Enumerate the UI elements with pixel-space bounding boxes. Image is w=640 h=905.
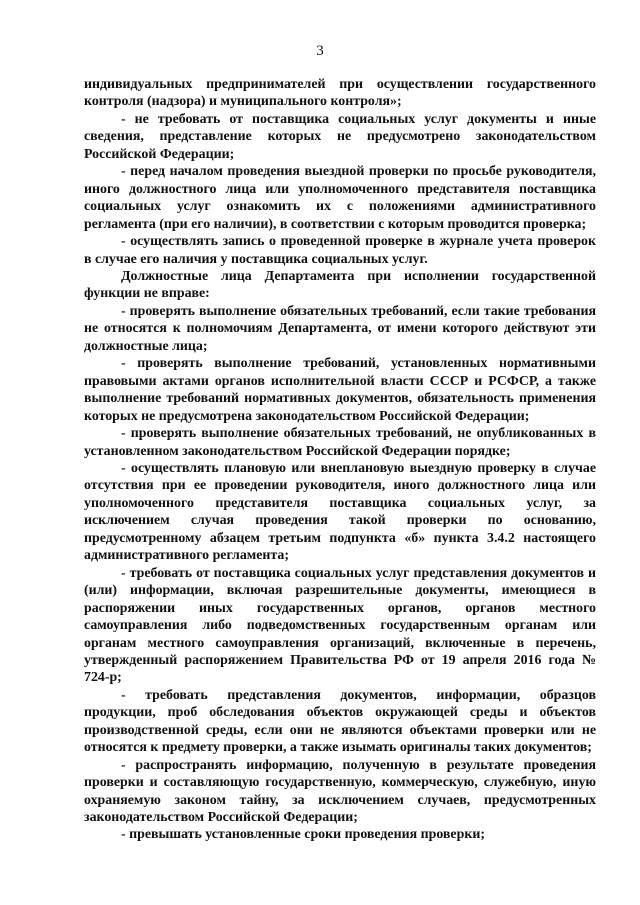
text-line: распоряжении иных государственных органов, органов местного: [84, 600, 596, 616]
text-line: функции не вправе:: [84, 286, 210, 302]
text-line: уполномоченного представителя поставщика социальных услуг, за: [84, 495, 596, 511]
text-line: индивидуальных предпринимателей при осуществлении государственного: [84, 77, 596, 92]
text-line: Российской Федерации;: [84, 146, 235, 162]
text-line: установленном законодательством Российской Федерации порядке;: [84, 443, 511, 459]
text-line: - не требовать от поставщика социальных услуг документы и иные: [121, 111, 596, 127]
body-text: [84, 76, 596, 844]
text-line: (или) информации, включая разрешительные документы, имеющиеся в: [84, 583, 596, 599]
text-line: Должностные лица Департамента при исполнении государственной: [121, 268, 596, 284]
text-line: социальных услуг ознакомить их с положениями административного: [84, 199, 596, 215]
page-number: 3: [316, 43, 324, 59]
paragraph: [84, 355, 596, 425]
text-line: проверки и составляющую государственную, коммерческую, служебную, иную: [84, 775, 596, 791]
paragraph: [84, 268, 596, 303]
paragraph: [84, 233, 596, 268]
text-line: которых не предусмотрена законодательством Российской Федерации;: [84, 408, 530, 424]
paragraph: [84, 111, 596, 163]
text-line: - требовать представления документов, информации, образцов: [121, 687, 596, 703]
text-line: не относятся к полномочиям Департамента, от имени которого действуют эти: [84, 321, 596, 337]
paragraph: [84, 826, 596, 843]
text-line: административного регламента;: [84, 548, 289, 564]
text-line: - распространять информацию, полученную в результате проведения: [121, 757, 596, 773]
text-line: - осуществлять плановую или внеплановую выездную проверку в случае: [121, 460, 596, 476]
text-line: - проверять выполнение требований, установленных нормативными: [121, 356, 596, 372]
text-line: регламента (при его наличии), в соответствии с которым проводится проверка;: [84, 216, 587, 232]
text-line: самоуправления либо подведомственных государственным органам или: [84, 618, 596, 634]
text-line: выполнение требований нормативных документов, обязательность применения: [84, 391, 596, 407]
text-line: - требовать от поставщика социальных услуг представления документов и: [121, 565, 596, 581]
paragraph: [84, 76, 596, 111]
paragraph: [84, 425, 596, 460]
text-line: органам местного самоуправления организаций, включенные в перечень,: [84, 635, 596, 651]
text-line: - превышать установленные сроки проведения проверки;: [121, 827, 485, 843]
paragraph: [84, 757, 596, 827]
paragraph: [84, 163, 596, 233]
text-line: контроля (надзора) и муниципального контроля»;: [84, 94, 402, 110]
text-line: - проверять выполнение обязательных требований, не опубликованных в: [121, 426, 596, 442]
paragraph: [84, 460, 596, 565]
paragraph: [84, 565, 596, 687]
text-line: сведения, представление которых не предусмотрено законодательством: [84, 129, 596, 145]
text-line: продукции, проб обследования объектов окружающей среды и объектов: [84, 705, 596, 721]
text-line: должностные лица;: [84, 338, 208, 354]
text-line: иного должностного лица или уполномоченного представителя поставщика: [84, 181, 596, 197]
text-line: - осуществлять запись о проведенной проверке в журнале учета проверок: [121, 234, 596, 250]
text-line: охраняемую законом тайну, за исключением случаев, предусмотренных: [84, 792, 596, 808]
paragraph: [84, 687, 596, 757]
text-line: исключением случая проведения такой проверки по основанию,: [84, 513, 596, 529]
text-line: в случае его наличия у поставщика социальных услуг.: [84, 251, 428, 267]
paragraph: [84, 303, 596, 355]
text-line: утвержденный распоряжением Правительства РФ от 19 апреля 2016 года №: [84, 652, 596, 668]
text-line: 724-р;: [84, 670, 122, 686]
text-line: законодательством Российской Федерации;: [84, 810, 358, 826]
text-line: правовыми актами органов исполнительной власти СССР и РСФСР, а также: [84, 373, 596, 389]
text-line: - перед началом проведения выездной проверки по просьбе руководителя,: [121, 164, 596, 180]
text-line: производственной среды, если они не являются объектами проверки или не: [84, 722, 596, 738]
text-line: отсутствия при ее проведении руководителя, иного должностного лица или: [84, 478, 596, 494]
text-line: предусмотренному абзацем третьим подпункта «б» пункта 3.4.2 настоящего: [84, 530, 596, 546]
text-line: относятся к предмету проверки, а также изымать оригиналы таких документов;: [84, 740, 592, 756]
text-line: - проверять выполнение обязательных требований, если такие требования: [121, 303, 596, 319]
